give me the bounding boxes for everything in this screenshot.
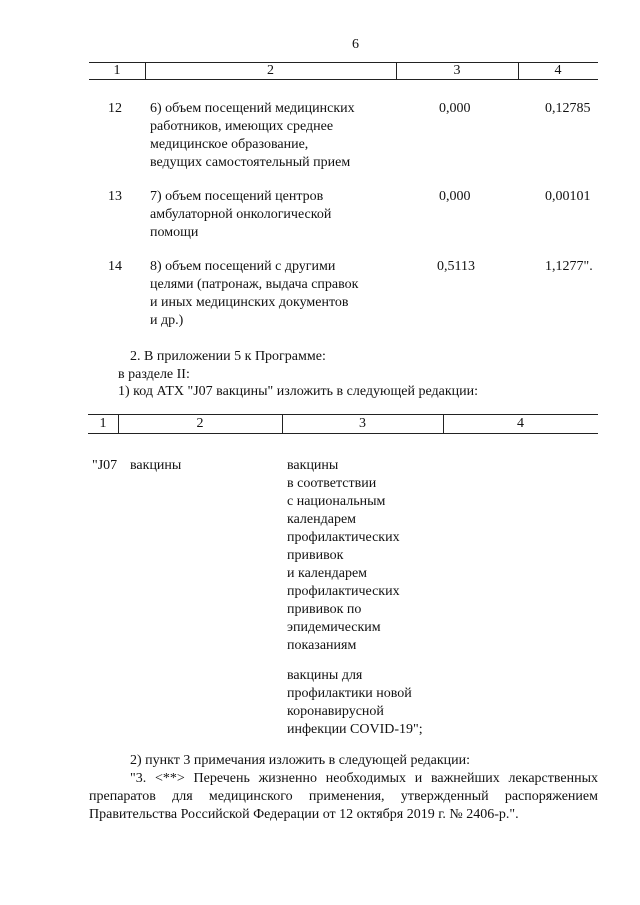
row-desc-line: амбулаторной онкологической [150, 207, 332, 222]
row-desc-line: медицинское образование, [150, 137, 309, 152]
table2-header-3: 3 [359, 416, 366, 431]
row-number: 13 [108, 189, 122, 204]
row-desc-line: 7) объем посещений центров [150, 189, 324, 204]
col3-line: профилактических [287, 530, 400, 545]
col3-line: и календарем [287, 566, 368, 581]
col3-line: эпидемическим [287, 620, 381, 635]
table2-header-2: 2 [196, 416, 204, 431]
row-value-4: 0,12785 [545, 101, 591, 116]
note-text-line: Правительства Российской Федерации от 12 октября 2019 г. № 2406-р.". [89, 807, 519, 822]
row-value-4: 0,00101 [545, 189, 591, 204]
row-desc-line: помощи [150, 225, 199, 240]
row-number: 14 [108, 259, 122, 274]
table1-header-1: 1 [113, 63, 121, 78]
col3-line: профилактики новой [287, 686, 412, 701]
row-value-4: 1,1277". [545, 259, 593, 274]
row-desc-line: 6) объем посещений медицинских [150, 101, 355, 116]
row-value-3: 0,5113 [437, 259, 475, 274]
table2-header-4: 4 [517, 416, 524, 431]
paragraph-line: в разделе II: [118, 367, 190, 382]
col3-line: прививок по [287, 602, 362, 617]
atx-group: вакцины [130, 458, 182, 473]
col3-line: календарем [287, 512, 357, 527]
paragraph-line: 2. В приложении 5 к Программе: [130, 349, 326, 364]
table1-header-4: 4 [554, 63, 562, 78]
row-desc-line: работников, имеющих среднее [150, 119, 334, 134]
col3-line: прививок [287, 548, 344, 563]
atx-code: "J07 [92, 458, 118, 473]
row-number: 12 [108, 101, 122, 116]
paragraph-item: 2) пункт 3 примечания изложить в следующей редакции: [130, 753, 471, 768]
row-desc-line: 8) объем посещений с другими [150, 259, 336, 274]
col3-line: вакцины [287, 458, 339, 473]
table1-header-3: 3 [453, 63, 461, 78]
col3-line: вакцины для [287, 668, 363, 683]
row-desc-line: и др.) [150, 313, 184, 328]
col3-line: в соответствии [287, 476, 377, 491]
table1-header-2: 2 [267, 63, 274, 78]
row-value-3: 0,000 [439, 189, 471, 204]
col3-line: инфекции COVID-19"; [287, 722, 423, 737]
note-text-line: препаратов для медицинского применения, утвержденный распоряжением [89, 789, 598, 804]
col3-line: коронавирусной [287, 704, 384, 719]
row-value-3: 0,000 [439, 101, 471, 116]
row-desc-line: целями (патронаж, выдача справок [150, 277, 359, 292]
row-desc-line: ведущих самостоятельный прием [150, 155, 351, 170]
table2-header-1: 1 [99, 416, 107, 431]
col3-line: показаниям [287, 638, 357, 653]
note-text-line: "3. <**> Перечень жизненно необходимых и важнейших лекарственных [130, 771, 598, 786]
col3-line: с национальным [287, 494, 386, 509]
paragraph-line: 1) код АТХ "J07 вакцины" изложить в следующей редакции: [118, 384, 478, 399]
col3-line: профилактических [287, 584, 400, 599]
row-desc-line: и иных медицинских документов [150, 295, 349, 310]
page-number: 6 [352, 37, 359, 52]
